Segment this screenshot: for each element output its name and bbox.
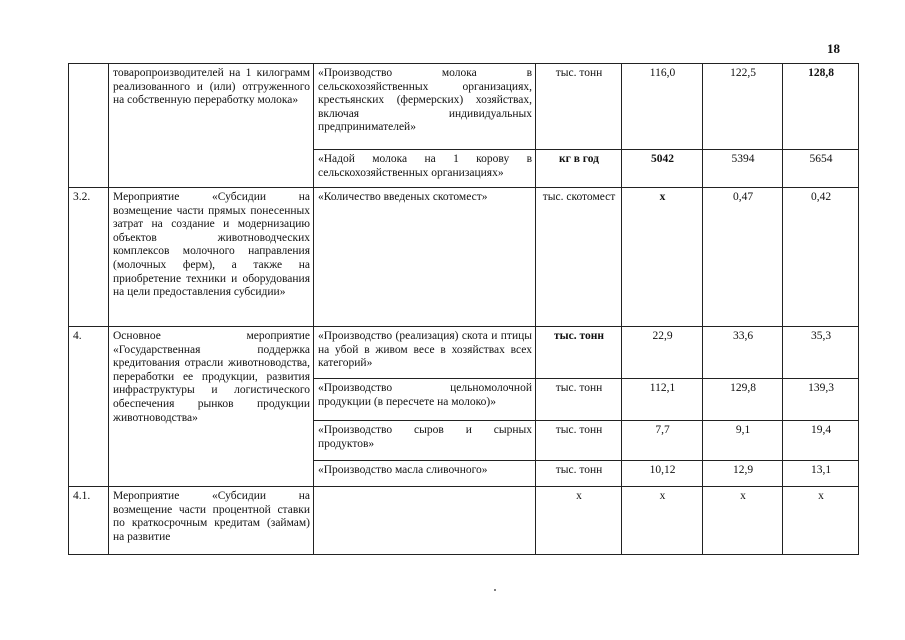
measure-cell: Основное мероприятие «Государственная поддержка кредитования отрасли животноводства, переработки ее продукции, развития инфраструктуры и логистического обеспечения рынков продукции животноводства» (109, 327, 314, 487)
value-cell: 129,8 (703, 379, 783, 421)
unit-cell: тыс. тонн (536, 461, 622, 487)
table-row (69, 64, 859, 150)
value-cell: 0,47 (703, 188, 783, 327)
indicator-name: «Производство молока в сельскохозяйственных организациях, крестьянских (фермерских) хозяйствах, включая индивидуальных предпринимателей» (314, 64, 536, 150)
value-cell: 122,5 (703, 64, 783, 150)
scan-speck (494, 589, 496, 591)
value-cell: х (622, 188, 703, 327)
value-cell: х (783, 487, 859, 555)
value-cell: 139,3 (783, 379, 859, 421)
value-cell: 112,1 (622, 379, 703, 421)
page-number: 18 (827, 41, 840, 56)
measure-cell: Мероприятие «Субсидии на возмещение части прямых понесенных затрат на создание и модернизацию объектов животноводческих комплексов молочного направления (молочных ферм), а также на приобретение техники и оборудования на цели предоставления субсидии» (109, 188, 314, 327)
value-cell: 128,8 (783, 64, 859, 150)
value-cell: 33,6 (703, 327, 783, 379)
unit-cell: х (536, 487, 622, 555)
row-number: 4. (69, 327, 109, 487)
indicator-name: «Производство (реализация) скота и птицы на убой в живом весе в хозяйствах всех категорий» (314, 327, 536, 379)
unit-cell: тыс. тонн (536, 421, 622, 461)
table-row (69, 327, 859, 379)
table-row (69, 487, 859, 555)
value-cell: 13,1 (783, 461, 859, 487)
measure-cell: товаропроизводителей на 1 килограмм реализованного и (или) отгруженного на собственную переработку молока» (109, 64, 314, 188)
value-cell: 9,1 (703, 421, 783, 461)
value-cell: 5394 (703, 150, 783, 188)
measure-cell: Мероприятие «Субсидии на возмещение части процентной ставки по краткосрочным кредитам (займам) на развитие (109, 487, 314, 555)
row-number (69, 64, 109, 188)
value-cell: х (622, 487, 703, 555)
unit-cell: тыс. тонн (536, 327, 622, 379)
table-row (69, 188, 859, 327)
unit-cell: тыс. тонн (536, 379, 622, 421)
value-cell: 0,42 (783, 188, 859, 327)
value-cell: 12,9 (703, 461, 783, 487)
row-number: 3.2. (69, 188, 109, 327)
value-cell: 19,4 (783, 421, 859, 461)
value-cell: 22,9 (622, 327, 703, 379)
value-cell: 10,12 (622, 461, 703, 487)
unit-cell: тыс. скотомест (536, 188, 622, 327)
row-number: 4.1. (69, 487, 109, 555)
value-cell: х (703, 487, 783, 555)
value-cell: 35,3 (783, 327, 859, 379)
indicator-name: «Надой молока на 1 корову в сельскохозяйственных организациях» (314, 150, 536, 188)
indicator-name: «Производство масла сливочного» (314, 461, 536, 487)
indicators-table (68, 63, 859, 555)
indicator-name (314, 487, 536, 555)
unit-cell: тыс. тонн (536, 64, 622, 150)
value-cell: 5042 (622, 150, 703, 188)
indicator-name: «Количество введеных скотомест» (314, 188, 536, 327)
value-cell: 116,0 (622, 64, 703, 150)
unit-cell: кг в год (536, 150, 622, 188)
indicator-name: «Производство сыров и сырных продуктов» (314, 421, 536, 461)
indicator-name: «Производство цельномолочной продукции (в пересчете на молоко)» (314, 379, 536, 421)
value-cell: 5654 (783, 150, 859, 188)
value-cell: 7,7 (622, 421, 703, 461)
